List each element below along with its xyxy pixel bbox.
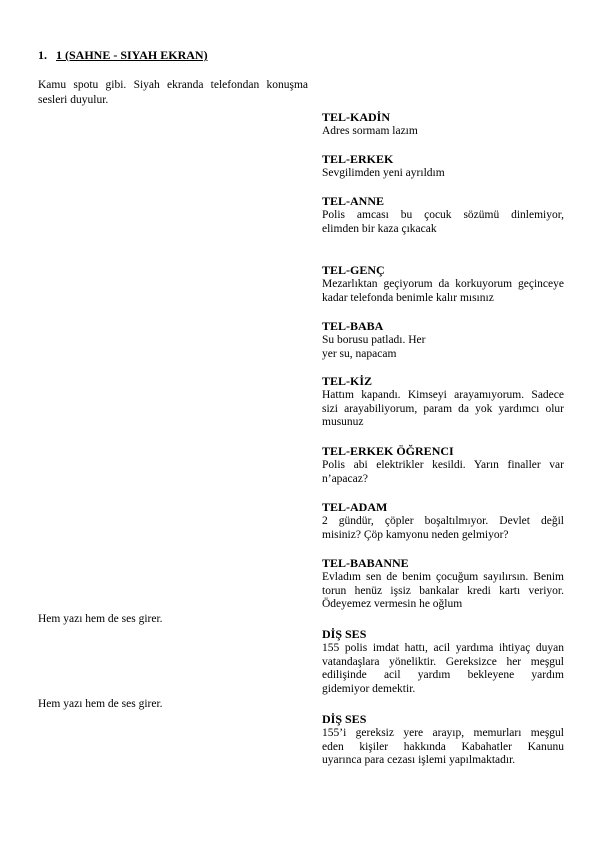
character-name: DİŞ SES [322,627,367,641]
dialogue-block [322,712,564,768]
scene-heading [38,48,208,63]
dialogue-text [322,334,564,361]
action-line [38,697,308,712]
action-line [38,78,308,108]
action-line [38,612,308,627]
dialogue-line: yer su, napacam [322,347,397,360]
character-name: DİŞ SES [322,712,367,726]
dialogue-line: 2 gündür, çöpler boşaltılmıyor. Devlet değil [322,515,564,527]
dialogue-text [322,167,564,181]
dialogue-line: Evladım sen de benim çocuğum sayılırsın. Benim [322,571,564,583]
dialogue-block [322,374,564,430]
dialogue-line: torun henüz işsiz bankalar kredi kartı veriyor. [322,584,564,597]
dialogue-text [322,515,564,542]
character-name: TEL-BABANNE [322,556,409,570]
scene-title: 1 (SAHNE - SIYAH EKRAN) [56,48,208,62]
dialogue-line: elimden bir kaza çıkacak [322,222,437,235]
dialogue-text [322,642,564,696]
dialogue-line: musunuz [322,416,364,428]
dialogue-text [322,727,564,768]
dialogue-line: Adres sormam lazım [322,125,418,137]
dialogue-text [322,389,564,430]
dialogue-line: Polis abi elektrikler kesildi. Yarın finaller var [322,459,564,471]
character-name: TEL-KADİN [322,110,391,124]
dialogue-block [322,110,564,139]
dialogue-line: vatandaşlara yöneliktir. Gereksizce her meşgul [322,655,564,668]
dialogue-block [322,556,564,612]
dialogue-line: uyarınca para cezası işlemi yapılmaktadır. [322,754,516,766]
dialogue-line: Sevgilimden yeni ayrıldım [322,167,445,179]
dialogue-line: misiniz? Çöp kamyonu neden gelmiyor? [322,528,509,541]
character-name: TEL-ANNE [322,194,385,208]
action-text-line: Hem yazı hem de ses girer. [38,698,163,710]
character-name: TEL-ADAM [322,500,388,514]
dialogue-text [322,459,564,486]
dialogue-line: Hattım kapandı. Kimseyi arayamıyorum. Sadece [322,389,564,401]
dialogue-line: 155 polis imdat hattı, acil yardıma ihtiyaç duyan [322,642,564,654]
character-name: TEL-BABA [322,319,384,333]
dialogue-block [322,627,564,696]
dialogue-block [322,194,564,236]
dialogue-line: sizi arayabiliyorum, param da yok yardımcı olur [322,402,564,415]
character-name: TEL-ERKEK ÖĞRENCI [322,444,454,458]
dialogue-line: gidemiyor demektir. [322,682,416,695]
dialogue-block [322,444,564,486]
dialogue-line: kadar telefonda benimle kalır mısınız [322,291,494,304]
action-text-line: sesleri duyulur. [38,94,109,106]
scene-number: 1. [38,48,47,62]
dialogue-line: 155’i gereksiz yere arayıp, memurları meşgul [322,727,564,739]
dialogue-line: Ödeyemez vermesin he oğlum [322,598,463,610]
character-name: TEL-KİZ [322,374,373,388]
dialogue-line: n’apacaz? [322,472,368,485]
action-text-line: Hem yazı hem de ses girer. [38,613,163,625]
dialogue-block [322,319,564,361]
dialogue-block [322,500,564,542]
character-name: TEL-ERKEK [322,152,394,166]
dialogue-block [322,152,564,181]
dialogue-line: Polis amcası bu çocuk sözümü dinlemiyor, [322,209,564,221]
dialogue-text [322,209,564,236]
dialogue-text [322,571,564,612]
dialogue-line: edilişinde acil yardım bekleyene yardım [322,669,564,681]
dialogue-line: Su borusu patladı. Her [322,334,426,346]
dialogue-text [322,125,564,139]
action-text-line: Kamu spotu gibi. Siyah ekranda telefondan konuşma [38,79,308,91]
character-name: TEL-GENÇ [322,263,385,277]
dialogue-line: Mezarlıktan geçiyorum da korkuyorum geçinceye [322,278,564,290]
dialogue-block [322,263,564,305]
dialogue-text [322,278,564,305]
dialogue-line: eden kişiler hakkında Kabahatler Kanunu [322,740,564,753]
